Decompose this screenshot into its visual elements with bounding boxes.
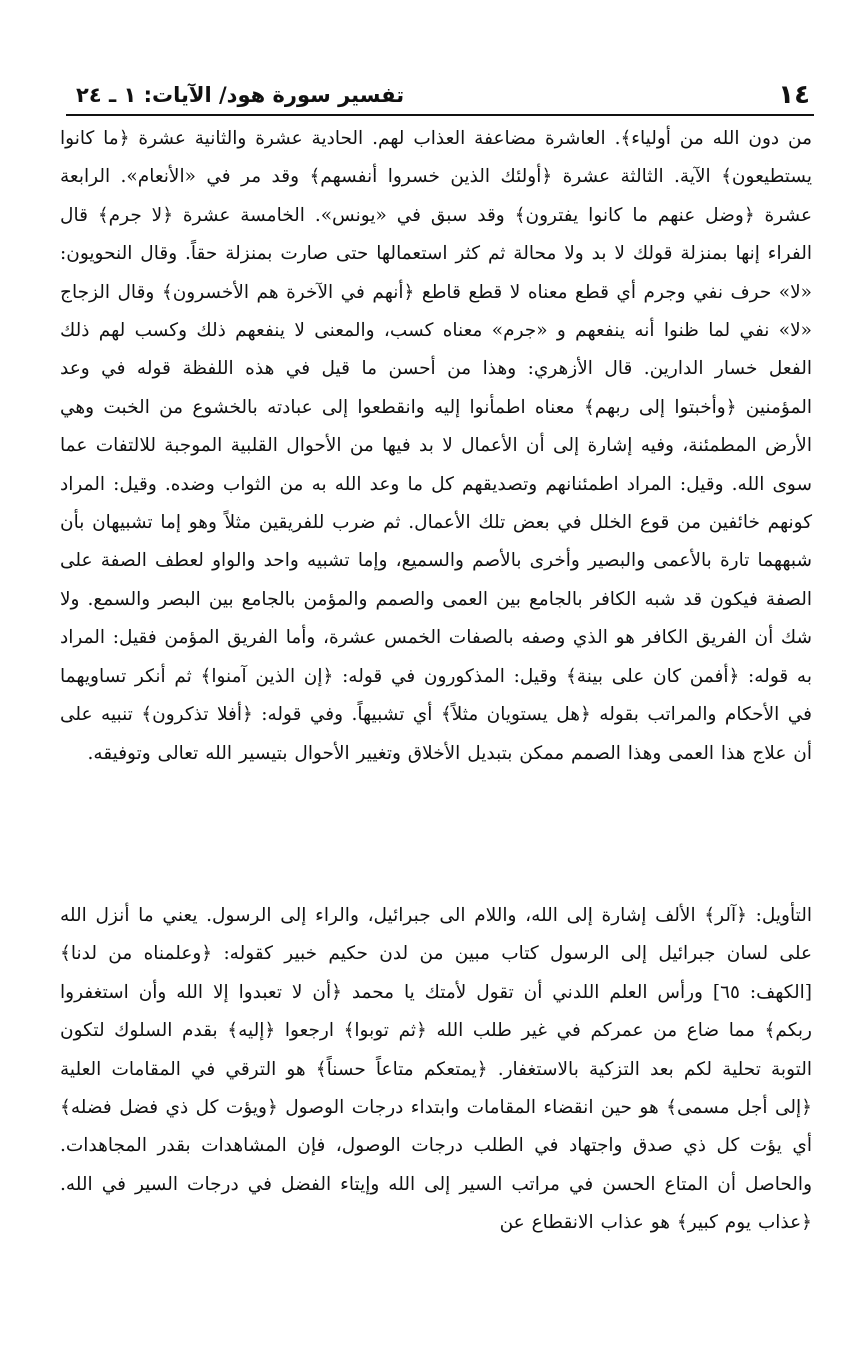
page-header [76, 70, 810, 110]
running-title: تفسير سورة هود/ الآيات: ١ ـ ٢٤ [76, 83, 405, 107]
header-rule [66, 114, 814, 116]
page-number: ١٤ [778, 80, 810, 110]
interpretation-paragraph [60, 897, 812, 1243]
paragraph-text: التأويل: ﴿آلر﴾ الألف إشارة إلى الله، واللام الى جبرائيل، والراء إلى الرسول. يعني ما أنزل الله على لسان جبرائيل إلى الرسول كتاب مبين من لدن حكيم خبير كقوله: ﴿وعلمناه من لدنا﴾ [الكهف: ٦٥] ورأس العلم اللدني أن تقول لأمتك يا محمد ﴿أن لا تعبدوا إلا الله وأن استغفروا ربكم﴾ مما ضاع من عمركم في غير طلب الله ﴿ثم توبوا﴾ ارجعوا ﴿إليه﴾ بقدم السلوك لتكون التوبة تحلية لكم بعد التزكية بالاستغفار. ﴿يمتعكم متاعاً حسناً﴾ هو الترقي في المقامات العلية ﴿إلى أجل مسمى﴾ هو حين انقضاء المقامات وابتداء درجات الوصول ﴿ويؤت كل ذي فضل فضله﴾ أي يؤت كل ذي صدق واجتهاد في الطلب درجات الوصول، فإن المشاهدات بقدر المجاهدات. والحاصل أن المتاع الحسن في مراتب السير إلى الله وإيتاء الفضل في درجات السير في الله. ﴿عذاب يوم كبير﴾ هو عذاب الانقطاع عن [60, 905, 812, 1234]
paragraph-text: من دون الله من أولياء﴾. العاشرة مضاعفة العذاب لهم. الحادية عشرة والثانية عشرة ﴿ما كانوا يستطيعون﴾ الآية. الثالثة عشرة ﴿أولئك الذين خسروا أنفسهم﴾ وقد مر في «الأنعام». الرابعة عشرة ﴿وضل عنهم ما كانوا يفترون﴾ وقد سبق في «يونس». الخامسة عشرة ﴿لا جرم﴾ قال الفراء إنها بمنزلة قولك لا بد ولا محالة ثم كثر استعمالها حتى صارت بمنزلة حقاً. وقال النحويون: «لا» حرف نفي وجرم أي قطع معناه لا قطع قاطع ﴿أنهم في الآخرة هم الأخسرون﴾ وقال الزجاج «لا» نفي لما ظنوا أنه ينفعهم و «جرم» معناه كسب، والمعنى لا ينفعهم ذلك وكسب لهم ذلك الفعل خسار الدارين. قال الأزهري: وهذا من أحسن ما قيل في هذه اللفظة قوله في وعد المؤمنين ﴿وأخبتوا إلى ربهم﴾ معناه اطمأنوا إليه وانقطعوا إلى عبادته بالخشوع من الخبت وهي الأرض المطمئنة، وفيه إشارة إلى أن الأعمال لا بد فيها من الأحوال القلبية الموجبة للالتفات عما سوى الله. وقيل: المراد اطمئنانهم وتصديقهم كل ما وعد الله به من الثواب وضده. وقيل: المراد كونهم خائفين من قوع الخلل في بعض تلك الأعمال. ثم ضرب للفريقين مثلاً وهو إما تشبيهان بأن شبههما تارة بالأعمى والبصير وأخرى بالأصم والسميع، وإما تشبيه واحد والواو لعطف الصفة على الصفة فيكون قد شبه الكافر بالجامع بين العمى والصمم والمؤمن بالجامع بين البصر والسمع. ولا شك أن الفريق الكافر هو الذي وصفه بالصفات الخمس عشرة، وأما الفريق المؤمن فقيل: المراد به قوله: ﴿أفمن كان على بينة﴾ وقيل: المذكورون في قوله: ﴿إن الذين آمنوا﴾ ثم أنكر تساويهما في الأحكام والمراتب بقوله ﴿هل يستويان مثلاً﴾ أي تشبيهاً. وفي قوله: ﴿أفلا تذكرون﴾ تنبيه على أن علاج هذا العمى وهذا الصمم ممكن بتبديل الأخلاق وتغيير الأحوال بتيسير الله تعالى وتوفيقه. [60, 128, 812, 764]
commentary-paragraph [60, 120, 812, 773]
